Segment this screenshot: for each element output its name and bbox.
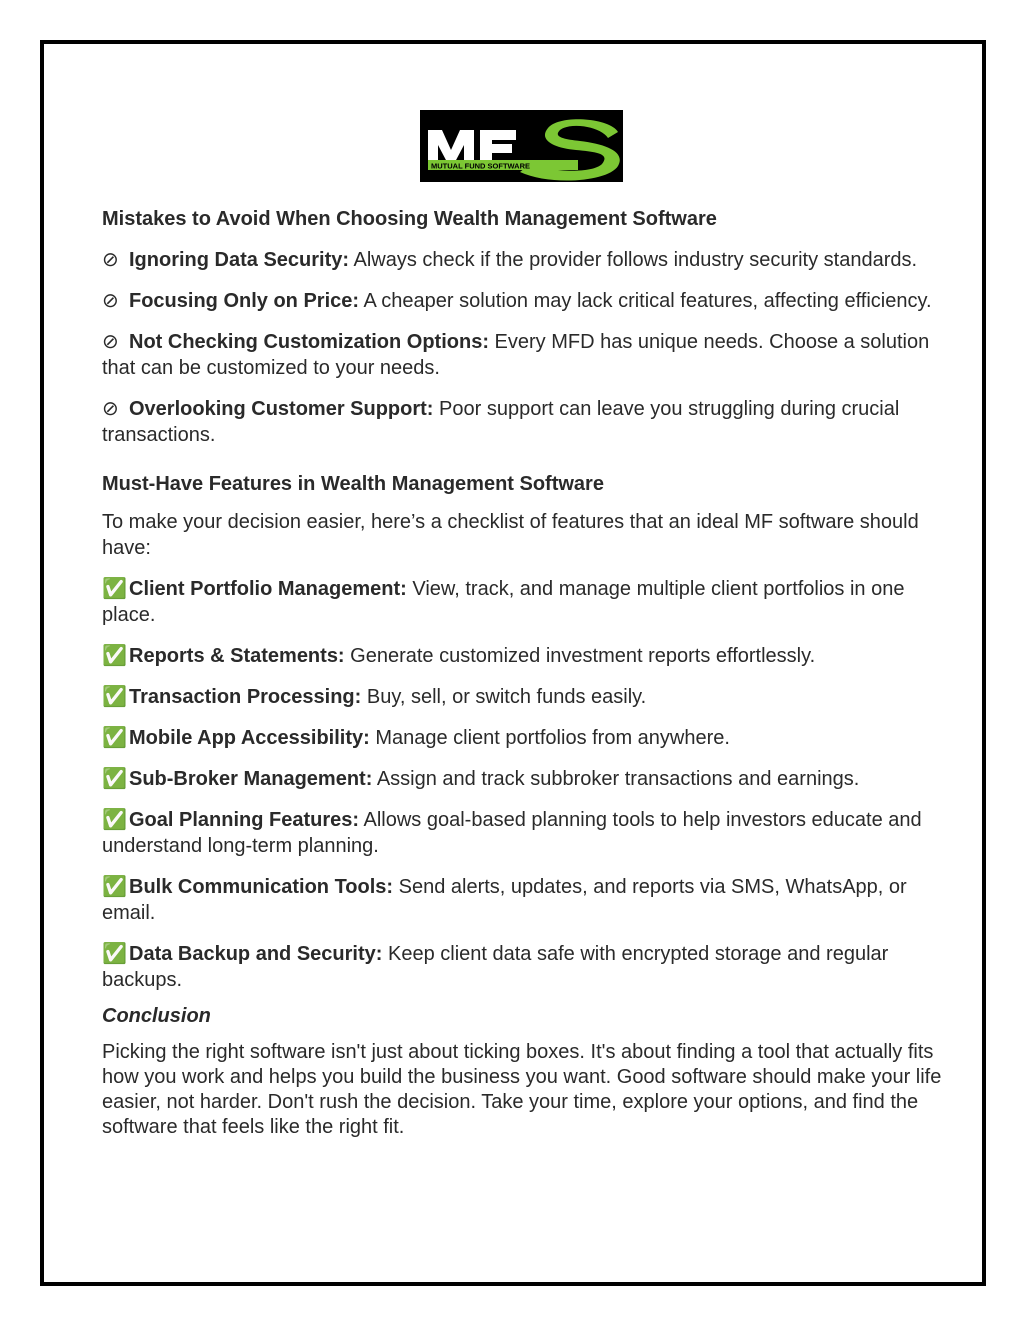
checkmark-icon: ✅ — [102, 727, 127, 749]
mistake-text: A cheaper solution may lack critical features, affecting efficiency. — [359, 290, 932, 312]
feature-text: View, track, and manage multiple client portfolios in one place. — [102, 578, 905, 626]
feature-label: Bulk Communication Tools: — [129, 876, 394, 898]
prohibited-icon: ⊘ — [102, 331, 119, 353]
feature-item — [102, 807, 942, 859]
feature-text: Buy, sell, or switch funds easily. — [361, 686, 647, 708]
mistakes-heading: Mistakes to Avoid When Choosing Wealth Management Software — [102, 208, 717, 230]
mistake-item — [102, 329, 942, 381]
checkmark-icon: ✅ — [102, 876, 127, 898]
feature-item — [102, 766, 942, 792]
feature-label: Data Backup and Security: — [129, 943, 383, 965]
mistake-label: Focusing Only on Price: — [129, 290, 360, 312]
logo-tagline: MUTUAL FUND SOFTWARE — [431, 161, 531, 171]
feature-text: Generate customized investment reports effortlessly. — [344, 645, 816, 667]
mistake-text: Always check if the provider follows industry security standards. — [349, 249, 918, 271]
mistake-text: Poor support can leave you struggling during crucial transactions. — [102, 398, 900, 446]
feature-item — [102, 874, 942, 926]
feature-text: Allows goal-based planning tools to help investors educate and understand long-term planning. — [102, 809, 922, 857]
checkmark-icon: ✅ — [102, 686, 127, 708]
feature-text: Keep client data safe with encrypted storage and regular backups. — [102, 943, 889, 991]
feature-label: Mobile App Accessibility: — [129, 727, 370, 749]
conclusion-text: Picking the right software isn't just about ticking boxes. It's about finding a tool that actually fits how you work and helps you build the business you want. Good software should make your life easier, not harder. Don't rush the decision. Take your time, explore your options, and find the software that feels like the right fit. — [102, 1041, 942, 1138]
feature-item — [102, 684, 942, 710]
mistake-label: Not Checking Customization Options: — [129, 331, 489, 353]
prohibited-icon: ⊘ — [102, 290, 119, 312]
features-intro: To make your decision easier, here’s a checklist of features that an ideal MF software should have: — [102, 511, 919, 559]
feature-label: Goal Planning Features: — [129, 809, 360, 831]
mistake-label: Ignoring Data Security: — [129, 249, 350, 271]
feature-item — [102, 576, 942, 628]
features-heading: Must-Have Features in Wealth Management Software — [102, 473, 604, 495]
prohibited-icon: ⊘ — [102, 398, 119, 420]
feature-label: Reports & Statements: — [129, 645, 345, 667]
mistake-text: Every MFD has unique needs. Choose a solution that can be customized to your needs. — [102, 331, 930, 379]
mistake-item — [102, 396, 942, 448]
mfs-logo — [420, 110, 623, 182]
mistake-item — [102, 247, 942, 273]
mistake-item — [102, 288, 942, 314]
document-body — [102, 206, 942, 1140]
conclusion-heading: Conclusion — [102, 1005, 211, 1027]
feature-label: Sub-Broker Management: — [129, 768, 373, 790]
feature-item — [102, 725, 942, 751]
feature-text: Send alerts, updates, and reports via SMS, WhatsApp, or email. — [102, 876, 907, 924]
feature-item — [102, 941, 942, 993]
feature-label: Transaction Processing: — [129, 686, 362, 708]
feature-text: Assign and track subbroker transactions and earnings. — [372, 768, 860, 790]
mistake-label: Overlooking Customer Support: — [129, 398, 434, 420]
feature-item — [102, 643, 942, 669]
feature-label: Client Portfolio Management: — [129, 578, 407, 600]
checkmark-icon: ✅ — [102, 645, 127, 667]
checkmark-icon: ✅ — [102, 768, 127, 790]
prohibited-icon: ⊘ — [102, 249, 119, 271]
checkmark-icon: ✅ — [102, 809, 127, 831]
checkmark-icon: ✅ — [102, 943, 127, 965]
checkmark-icon: ✅ — [102, 578, 127, 600]
feature-text: Manage client portfolios from anywhere. — [369, 727, 730, 749]
